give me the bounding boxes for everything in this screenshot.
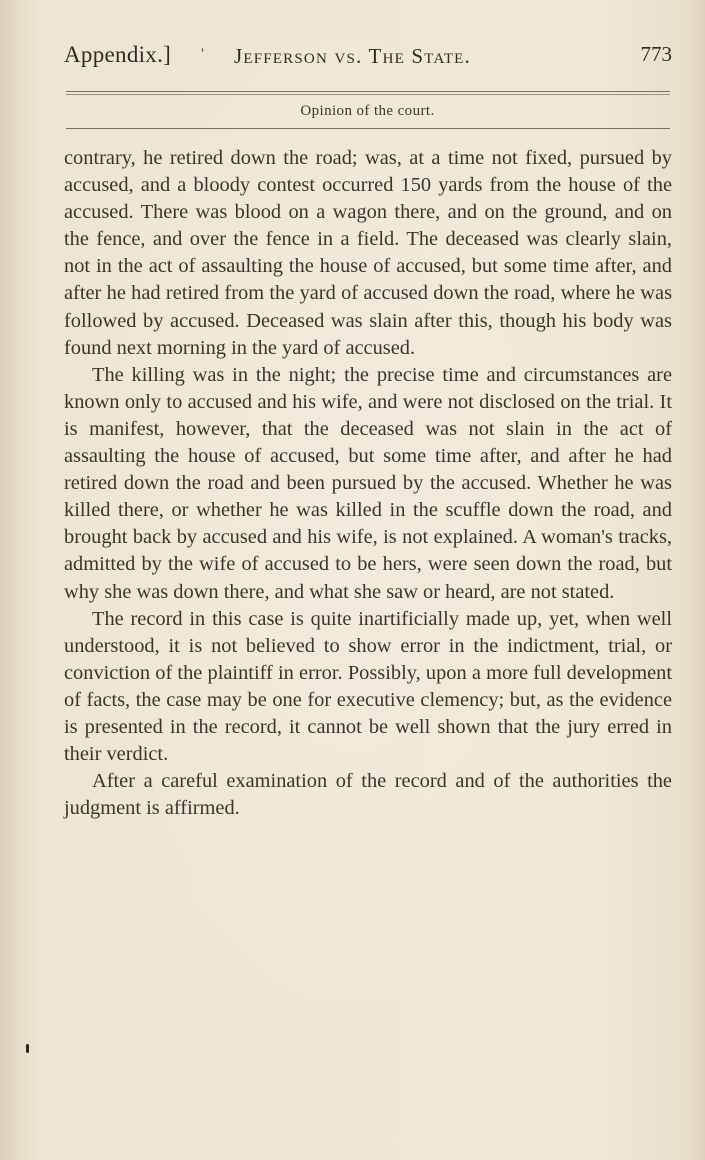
paragraph-2: The killing was in the night; the precise time and circumstances are known only to accused and his wife, and were not disclosed on the trial. It is manifest, however, that the deceased was not slain in the act of assaulting the house of accused, but some time after, and after he had retired down the road and been pursued by the accused. Whether he was killed there, or whether he was killed in the scuffle down the road, and brought back by accused and his wife, is not explained. A woman's tracks, admitted by the wife of accused to be hers, were seen down the road, but why she was down there, and what she saw or heard, are not stated.: [64, 363, 672, 603]
running-head-section: Appendix.]: [64, 42, 172, 67]
running-head: [64, 42, 672, 74]
header-rule-top-double: [66, 94, 670, 95]
opinion-body: [64, 145, 672, 822]
paragraph-1: contrary, he retired down the road; was, at a time not fixed, pursued by accused, and a bloody contest occurred 150 yards from the house of the accused. There was blood on a wagon there, and on the ground, and on the fence, and over the fence in a field. The deceased was clearly slain, not in the act of assaulting the house of accused, but some time after, and after he had retired from the yard of accused down the road, where he was followed by accused. Deceased was slain after this, though his body was found next morning in the yard of accused.: [64, 147, 672, 359]
header-rule-bottom: [66, 128, 670, 129]
header-rule-top: [66, 91, 670, 92]
section-heading: Opinion of the court.: [300, 103, 435, 119]
page-number: 773: [640, 42, 672, 66]
paragraph-4: After a careful examination of the record and of the authorities the judgment is affirmed.: [64, 770, 672, 820]
running-head-case-title: Jefferson vs. The State.: [234, 44, 471, 68]
paragraph-3: The record in this case is quite inartificially made up, yet, when well understood, it is not believed to show error in the indictment, trial, or conviction of the plaintiff in error. Possibly, upon a more full development of facts, the case may be one for executive clemency; but, as the evidence is presented in the record, it cannot be well shown that the jury erred in their verdict.: [64, 607, 672, 766]
ink-speck: [26, 1044, 29, 1053]
running-head-mark: ': [201, 46, 204, 63]
